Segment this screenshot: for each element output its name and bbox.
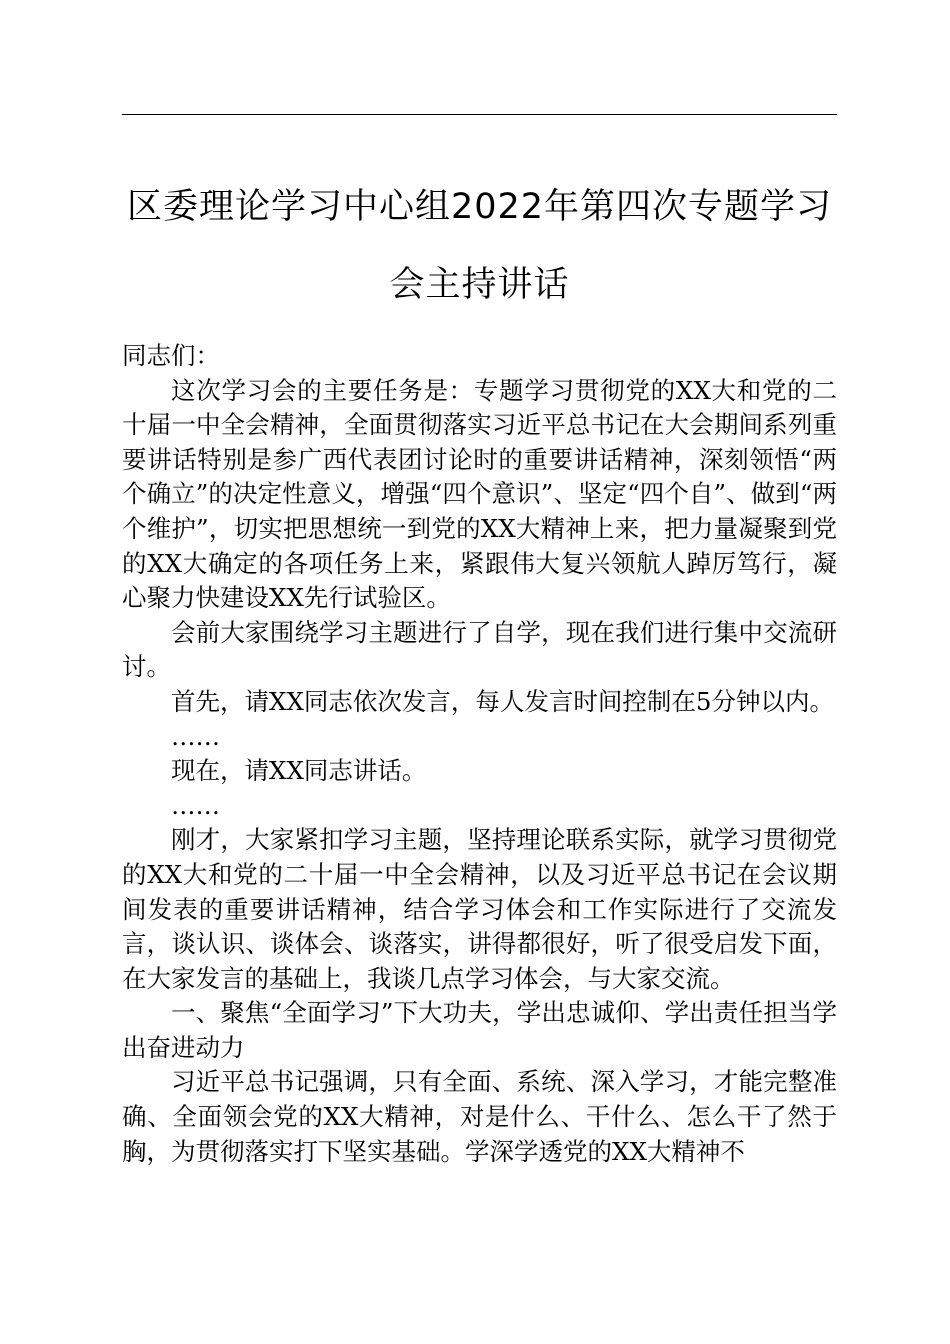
- paragraph-ellipsis: ……: [171, 721, 220, 751]
- salutation: 同志们：: [122, 341, 220, 370]
- paragraph-self-study: 会前大家围绕学习主题进行了自学，现在我们进行集中交流研讨。: [122, 617, 837, 682]
- document-title-line-1: 区委理论学习中心组2022年第四次专题学习: [126, 187, 833, 227]
- paragraph-ellipsis: ……: [171, 790, 220, 820]
- section-heading-1: 一、聚焦“全面学习”下大功夫，学出忠诚仰、学出责任担当学出奋进动力: [122, 998, 837, 1062]
- paragraph-section-1-body: 习近平总书记强调，只有全面、系统、深入学习，才能完整准确、全面领会党的XX大精神，对是什么、干什么、怎么干了然于胸，为贯彻落实打下坚实基础。学深学透党的XX大精神不: [122, 1067, 837, 1166]
- paragraph-summary: 刚才，大家紧扣学习主题，坚持理论联系实际，就学习贯彻党的XX大和党的二十届一中全会精神，以及习近平总书记在会议期间发表的重要讲话精神，结合学习体会和工作实际进行了交流发言，谈认识、谈体会、谈落实，讲得都很好，听了很受启发下面，在大家发言的基础上，我谈几点学习体会，与大家交流。: [122, 825, 837, 993]
- document-title: [122, 168, 837, 324]
- document-body: [122, 339, 837, 1169]
- paragraph-meeting-tasks: 这次学习会的主要任务是：专题学习贯彻党的XX大和党的二十届一中全会精神，全面贯彻落实习近平总书记在大会期间系列重要讲话特别是参广西代表团讨论时的重要讲话精神，深刻领悟“两个确立”的决定性意义，增强“四个意识”、坚定“四个自”、做到“两个维护”，切实把思想统一到党的XX大精神上来，把力量凝聚到党的XX大确定的各项任务上来，紧跟伟大复兴领航人踔厉笃行，凝心聚力快建设XX先行试验区。: [122, 375, 837, 613]
- paragraph-invite-speech: 现在，请XX同志讲话。: [171, 756, 427, 786]
- document-title-line-2: 会主持讲话: [389, 265, 570, 305]
- paragraph-speaking-order: 首先，请XX同志依次发言，每人发言时间控制在5分钟以内。: [171, 686, 834, 716]
- header-rule: [122, 114, 837, 115]
